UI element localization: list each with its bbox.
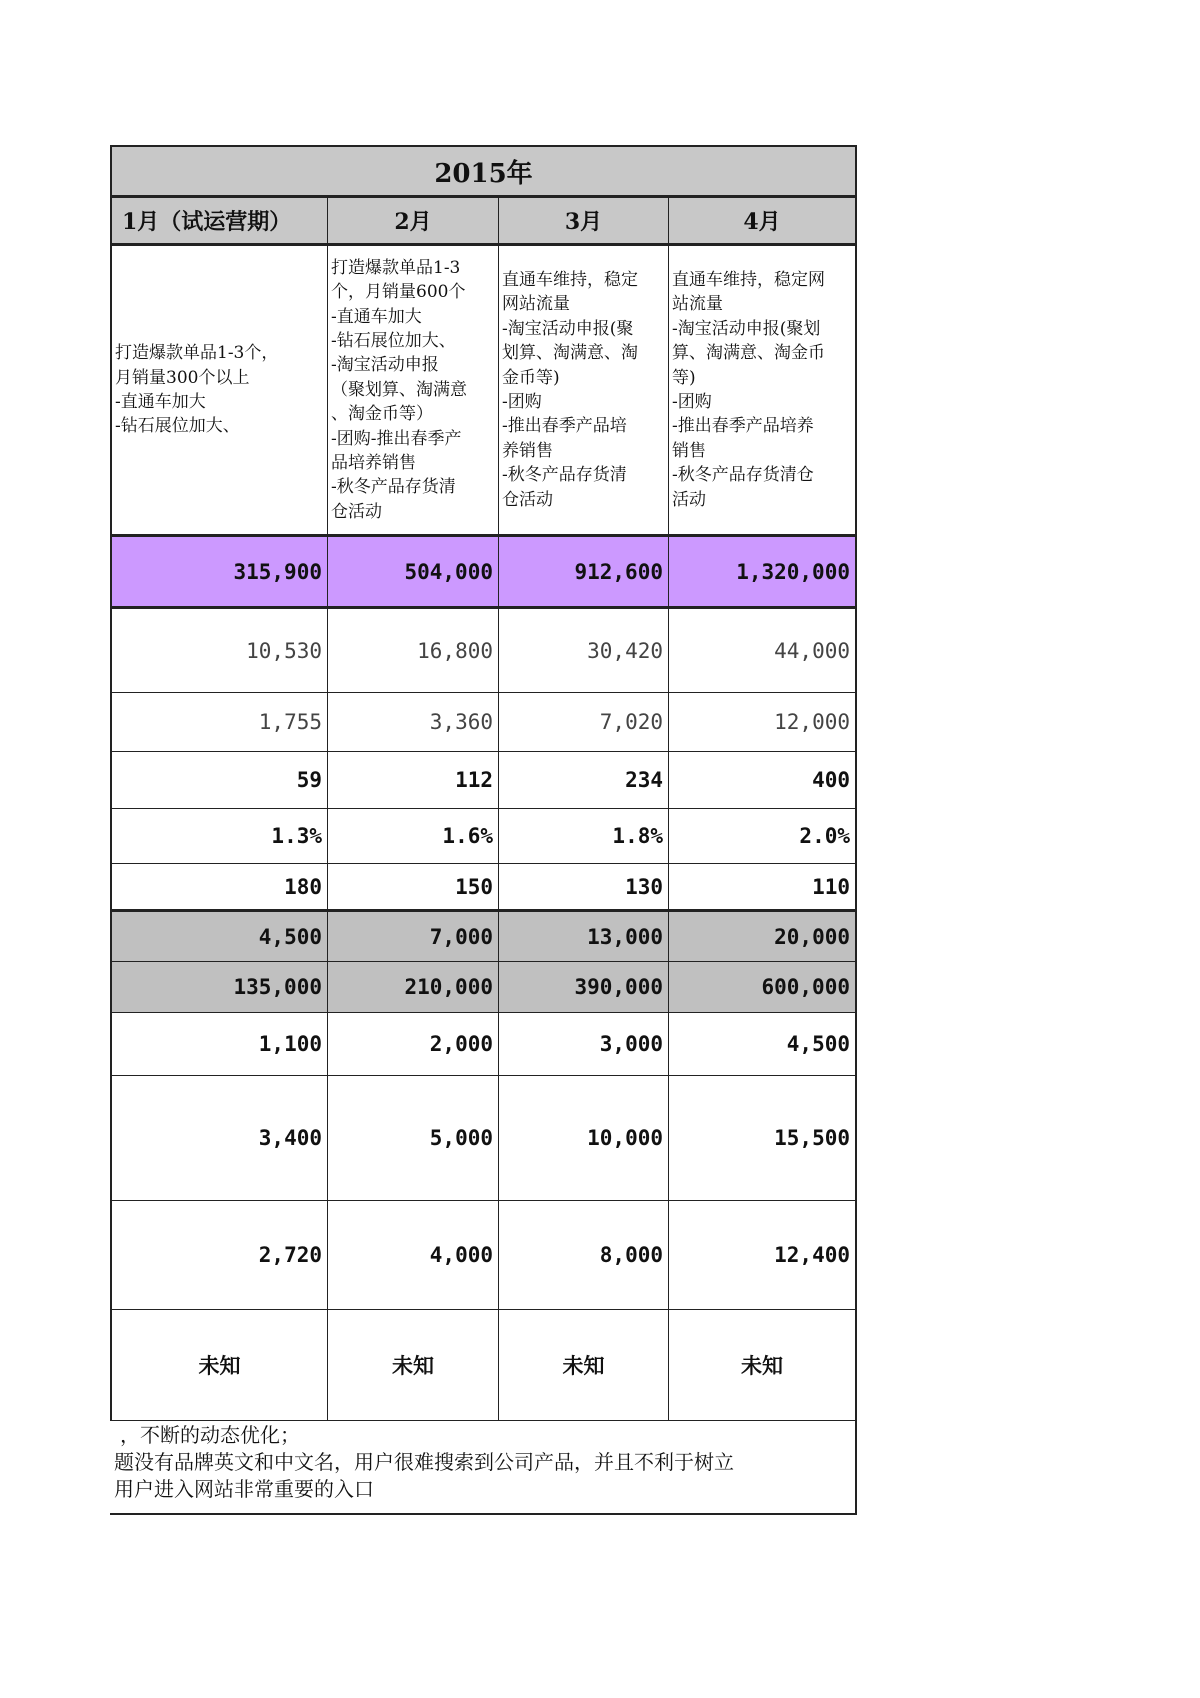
data-cell: 110 [812, 874, 850, 899]
data-cell: 5,000 [328, 1076, 499, 1200]
data-cell: 210,000 [328, 962, 499, 1012]
data-cell: 2,000 [328, 1013, 499, 1075]
data-cell: 15,500 [774, 1126, 850, 1150]
data-row [110, 537, 857, 609]
data-cell: 4,000 [328, 1201, 499, 1309]
data-row [110, 912, 857, 962]
strategy-cell [112, 246, 328, 534]
data-cell: 13,000 [499, 912, 669, 961]
data-cell: 400 [812, 768, 850, 792]
month-header-row [110, 198, 857, 246]
data-cell: 315,900 [112, 537, 328, 606]
notes-box [110, 1412, 857, 1515]
data-cell: 234 [499, 752, 669, 808]
strategy-text: 打造爆款单品1-3个， 月销量300个以上 -直通车加大 -钻石展位加大、 [115, 343, 279, 437]
data-cell: 3,400 [112, 1076, 328, 1200]
data-cell: 600,000 [761, 975, 850, 999]
month-header: 1月（试运营期） [112, 198, 328, 243]
data-row [110, 864, 857, 912]
strategy-cell [499, 246, 669, 534]
data-cell: 59 [112, 752, 328, 808]
data-cell: 1.8% [499, 809, 669, 863]
data-row [110, 609, 857, 693]
year-title: 2015年 [112, 145, 855, 195]
data-row [110, 752, 857, 809]
data-cell: 4,500 [786, 1032, 850, 1056]
month-header: 3月 [499, 198, 669, 243]
data-row [110, 809, 857, 864]
data-cell: 2,720 [112, 1201, 328, 1309]
note-line: ，不断的动态优化； [120, 1423, 300, 1447]
data-cell: 20,000 [774, 924, 850, 949]
data-cell: 7,000 [328, 912, 499, 961]
data-cell: 未知 [741, 1354, 783, 1378]
strategy-cell [669, 246, 855, 534]
data-cell: 16,800 [328, 609, 499, 692]
data-cell: 112 [328, 752, 499, 808]
data-cell: 2.0% [799, 824, 850, 848]
strategy-text: 打造爆款单品1-3 个，月销量600个 -直通车加大 -钻石展位加大、 -淘宝活动申报 （聚划算、淘满意 、淘金币等） -团购-推出春季产 品培养销售 -秋冬产品存货清 仓活动 [331, 257, 467, 522]
data-cell: 10,530 [112, 609, 328, 692]
data-cell: 7,020 [499, 693, 669, 751]
month-header: 4月 [669, 198, 855, 243]
data-cell: 912,600 [499, 537, 669, 606]
data-row [110, 1201, 857, 1310]
data-row [110, 693, 857, 752]
data-cell: 1.3% [112, 809, 328, 863]
note-line: 题没有品牌英文和中文名，用户很难搜索到公司产品，并且不利于树立 [114, 1450, 734, 1474]
data-row [110, 962, 857, 1013]
data-cell: 未知 [112, 1310, 328, 1420]
data-row [110, 1076, 857, 1201]
data-cell: 12,000 [774, 710, 850, 734]
data-cell: 1,100 [112, 1013, 328, 1075]
data-cell: 未知 [499, 1310, 669, 1420]
data-cell: 1.6% [328, 809, 499, 863]
data-cell: 180 [112, 864, 328, 909]
data-cell: 3,000 [499, 1013, 669, 1075]
data-cell: 130 [499, 864, 669, 909]
data-cell: 30,420 [499, 609, 669, 692]
data-cell: 504,000 [328, 537, 499, 606]
note-line: 用户进入网站非常重要的入口 [114, 1477, 374, 1501]
data-cell: 1,755 [112, 693, 328, 751]
data-cell: 44,000 [774, 638, 850, 663]
strategy-cell [328, 246, 499, 534]
strategy-row [110, 246, 857, 537]
strategy-text: 直通车维持，稳定 网站流量 -淘宝活动申报(聚 划算、淘满意、淘 金币等) -团购 -推出春季产品培 养销售 -秋冬产品存货清 仓活动 [502, 269, 638, 510]
plan-table [110, 145, 857, 1421]
data-cell: 未知 [328, 1310, 499, 1420]
data-cell: 3,360 [328, 693, 499, 751]
data-row [110, 1013, 857, 1076]
data-cell: 390,000 [499, 962, 669, 1012]
data-cell: 10,000 [499, 1076, 669, 1200]
data-cell: 135,000 [112, 962, 328, 1012]
data-cell: 1,320,000 [736, 559, 850, 584]
data-cell: 150 [328, 864, 499, 909]
data-cell: 4,500 [112, 912, 328, 961]
data-cell: 12,400 [774, 1243, 850, 1267]
title-row [110, 145, 857, 198]
data-row [110, 1310, 857, 1421]
data-cell: 8,000 [499, 1201, 669, 1309]
month-header: 2月 [328, 198, 499, 243]
strategy-text: 直通车维持，稳定网 站流量 -淘宝活动申报(聚划 算、淘满意、淘金币 等) -团购 -推出春季产品培养 销售 -秋冬产品存货清仓 活动 [672, 269, 825, 510]
